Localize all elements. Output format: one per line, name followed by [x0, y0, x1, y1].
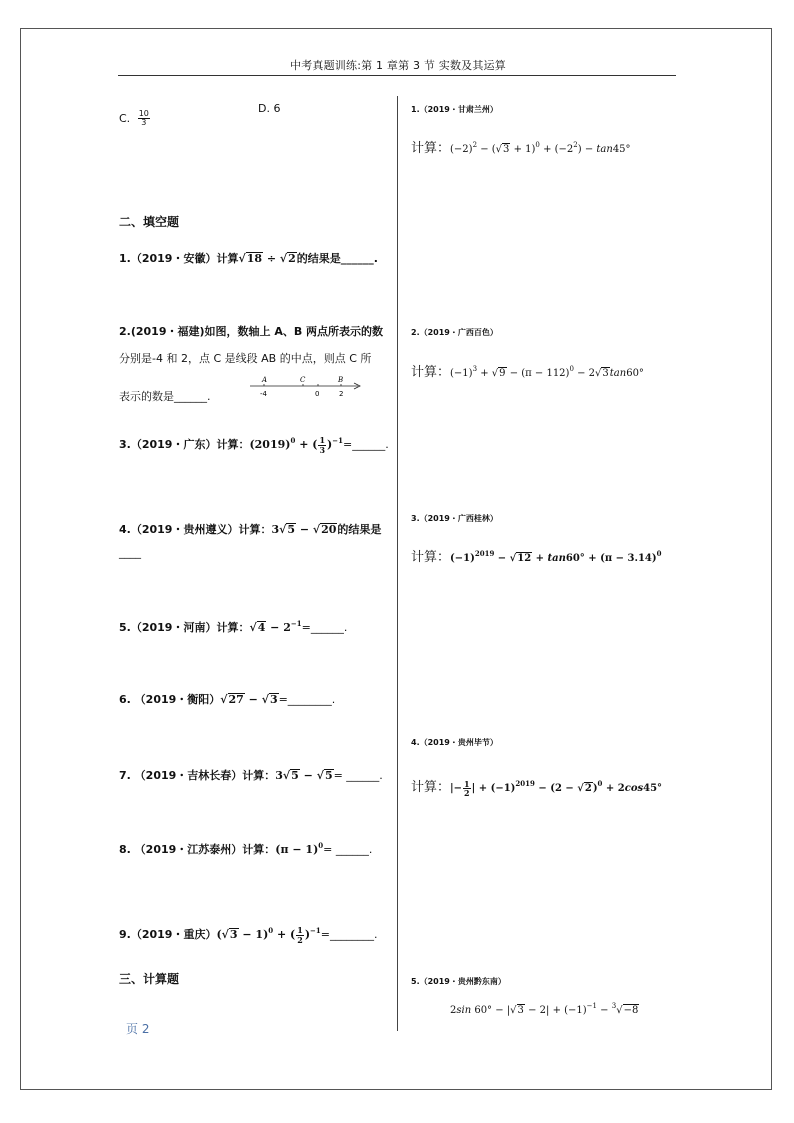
calc-q1-label: 计算： [411, 141, 451, 156]
calc-question-4 [411, 776, 662, 797]
fill-q3-prefix: 3.（2019・广东）计算： [119, 438, 250, 451]
fill-q8-prefix: 8. （2019・江苏泰州）计算： [119, 843, 276, 856]
fill-q1-suffix: 的结果是______. [296, 252, 378, 265]
fill-q7-expression: 3√5 − √5 [275, 769, 333, 782]
calc-question-1 [411, 137, 631, 156]
fill-q6-suffix: =________. [278, 693, 336, 706]
fill-q4-blank: ____ [119, 546, 141, 559]
calc-q1-expression: $(-2)^2 - (√3 + 1)^0 + (-2^2) - \tan 45^\circ$ [450, 141, 631, 155]
point-c-label: C [300, 376, 306, 384]
calc-q3-expression: $(-1)^{2019} - √12 + \tan 60^\circ + (\pi - 3.14)^0$ [450, 549, 662, 564]
point-a-label: A [262, 376, 268, 384]
column-divider [397, 96, 398, 1031]
fill-question-9 [119, 926, 378, 944]
option-c [119, 110, 151, 128]
calc-q5-expression: 2sin $60^\circ - |√3 - 2| + (-1)^{-1} - ^3√-8$ [450, 1002, 639, 1016]
fill-question-7 [119, 767, 383, 783]
option-d: D. 6 [258, 102, 281, 115]
fill-q6-prefix: 6. （2019・衡阳） [119, 693, 221, 706]
calc-q3-label: 计算： [411, 550, 451, 565]
section-fill-in-title: 二、填空题 [119, 215, 180, 229]
fill-q6-expression: √27 − √3 [220, 693, 278, 706]
fill-q2-line3: 表示的数是______. [119, 390, 211, 403]
calc-q5-tag: 5.（2019・贵州黔东南） [411, 977, 506, 986]
fill-question-8 [119, 841, 372, 857]
number-line-figure [248, 374, 363, 400]
fill-q5-prefix: 5.（2019・河南）计算： [119, 621, 250, 634]
calc-question-3 [411, 546, 662, 565]
fill-q8-suffix: = ______. [323, 843, 373, 856]
calc-q3-tag: 3.（2019・广西桂林） [411, 514, 498, 523]
option-c-numerator: 10 [138, 109, 149, 118]
fill-q5-suffix: =______. [301, 621, 348, 634]
fill-q8-expression: $(\pi - 1)^0$ [275, 841, 324, 856]
calc-q2-tag: 2.（2019・广西百色） [411, 328, 498, 337]
page-number: 页 2 [126, 1022, 150, 1036]
tick-label-0: 0 [315, 390, 320, 398]
fill-q7-prefix: 7. （2019・吉林长春）计算： [119, 769, 276, 782]
fill-q9-suffix: =________. [320, 928, 378, 941]
calc-q2-expression: $(-1)^3 + √9 - (\pi - 112)^0 - 2√3\tan 60^\circ$ [450, 365, 644, 379]
fill-q5-expression: $√4 - 2^{-1}$ [249, 619, 302, 634]
calc-question-5 [450, 998, 639, 1017]
calc-q2-label: 计算： [411, 365, 451, 380]
calc-q4-expression: |− $\frac{1}{2}$ | + $(-1)^{2019} - (2 - √2)^0 + 2\cos 45^\circ$ [450, 778, 663, 798]
calc-q4-label: 计算： [411, 780, 451, 795]
fill-q3-suffix: =______. [343, 438, 389, 451]
header-rule [118, 75, 676, 76]
point-b-label: B [338, 376, 344, 384]
option-c-denominator: 3 [141, 118, 147, 128]
fill-question-3 [119, 436, 389, 454]
fill-q2-line1: 2.(2019・福建)如图，数轴上 A、B 两点所表示的数 [119, 325, 384, 338]
calc-q1-tag: 1.（2019・甘肃兰州） [411, 105, 498, 114]
page-header: 中考真题训练:第 1 章第 3 节 实数及其运算 [290, 59, 506, 72]
fill-q4-expression: 3√5 − √20 [271, 523, 337, 536]
fill-q1-expression: √18 ÷ √2 [238, 252, 296, 265]
fill-q3-expression: $(2019)^0$ + ( $\frac{1}{3}$ )$^{-1}$ [249, 435, 343, 455]
fill-q4-suffix: 的结果是 [337, 523, 382, 536]
calc-question-2 [411, 361, 644, 380]
tick-label-2: 2 [339, 390, 344, 398]
calc-q4-tag: 4.（2019・贵州毕节） [411, 738, 498, 747]
fill-q2-line2: 分别是-4 和 2，点 C 是线段 AB 的中点，则点 C 所 [119, 352, 372, 365]
fill-q9-prefix: 9.（2019・重庆） [119, 928, 217, 941]
fill-question-4 [119, 521, 381, 537]
fill-q9-expression: $(√3 - 1)^0$ + ( $\frac{1}{2}$ )$^{-1}$ [216, 925, 321, 945]
fill-q4-prefix: 4.（2019・贵州遵义）计算： [119, 523, 272, 536]
fill-question-5 [119, 619, 347, 635]
option-c-label: C. [119, 111, 131, 125]
tick-label-neg4: -4 [260, 390, 267, 398]
fill-question-6 [119, 691, 335, 707]
fill-question-1 [119, 250, 378, 266]
option-c-fraction [138, 110, 150, 128]
fill-q7-suffix: = ______. [333, 769, 383, 782]
section-calc-title: 三、计算题 [119, 972, 180, 986]
fill-q1-prefix: 1.（2019・安徽）计算 [119, 252, 239, 265]
